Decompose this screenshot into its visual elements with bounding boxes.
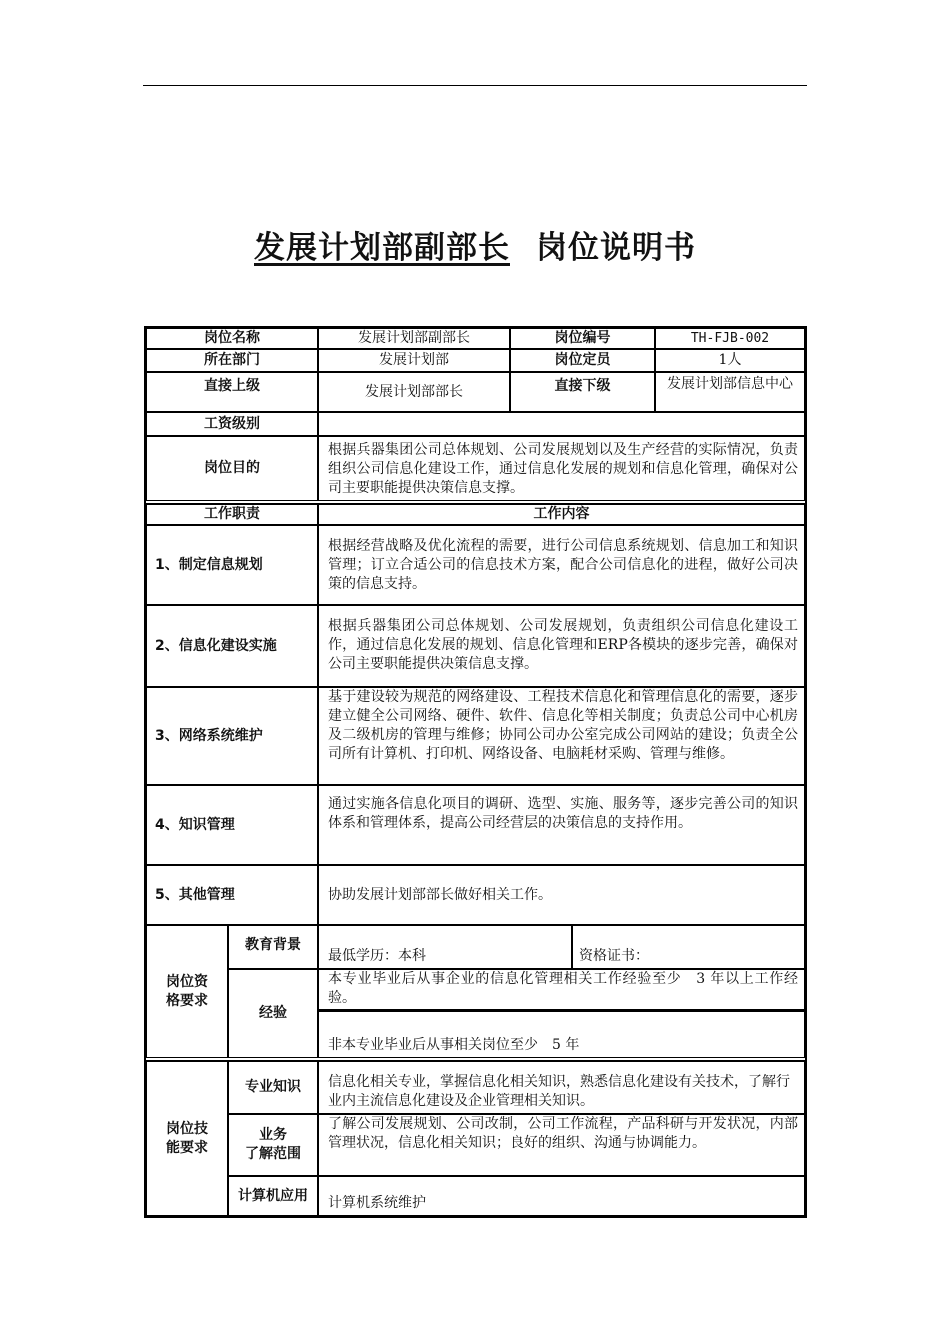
label-business-scope-line2: 了解范围 — [245, 1146, 301, 1162]
title-position-name: 发展计划部副部长 — [254, 230, 510, 266]
header-rule — [143, 85, 807, 86]
duty-title: 3、网络系统维护 — [146, 687, 318, 785]
duty-title: 5、其他管理 — [146, 865, 318, 925]
duty-title: 4、知识管理 — [146, 785, 318, 865]
label-position-purpose: 岗位目的 — [146, 436, 318, 501]
duty-content: 根据经营战略及优化流程的需要，进行公司信息系统规划、信息加工和知识管理；订立合适公司的信息技术方案，配合公司信息化的进程，做好公司决策的信息支持。 — [318, 525, 805, 605]
value-headcount: 1人 — [655, 349, 805, 372]
value-computer-application: 计算机系统维护 — [318, 1176, 805, 1216]
duty-content: 协助发展计划部部长做好相关工作。 — [318, 865, 805, 925]
value-department: 发展计划部 — [318, 349, 510, 372]
value-business-scope: 了解公司发展规划、公司改制，公司工作流程，产品科研与开发状况，内部管理状况，信息化相关知识；良好的组织、沟通与协调能力。 — [318, 1114, 805, 1176]
label-headcount: 岗位定员 — [510, 349, 655, 372]
page-title — [0, 222, 950, 267]
value-experience-non-major: 非本专业毕业后从事相关岗位至少 5 年 — [318, 1011, 805, 1058]
label-position-code: 岗位编号 — [510, 328, 655, 349]
label-experience: 经验 — [228, 969, 318, 1058]
title-doc-type: 岗位说明书 — [536, 230, 696, 266]
header-duties: 工作职责 — [146, 503, 318, 525]
value-position-name: 发展计划部副部长 — [318, 328, 510, 349]
value-direct-subordinate: 发展计划部信息中心 — [655, 372, 805, 412]
value-salary-grade — [318, 412, 805, 436]
label-direct-superior: 直接上级 — [146, 372, 318, 412]
label-position-name: 岗位名称 — [146, 328, 318, 349]
label-department: 所在部门 — [146, 349, 318, 372]
label-skill-requirements: 岗位技能要求 — [146, 1060, 228, 1216]
duty-title: 1、制定信息规划 — [146, 525, 318, 605]
value-position-code: TH-FJB-002 — [655, 328, 805, 349]
label-business-scope-line1: 业务 — [259, 1127, 287, 1143]
value-education: 最低学历：本科 — [318, 925, 572, 969]
label-business-scope — [228, 1114, 318, 1176]
label-professional-knowledge: 专业知识 — [228, 1060, 318, 1114]
label-salary-grade: 工资级别 — [146, 412, 318, 436]
job-description-table — [144, 326, 807, 1218]
duty-content: 根据兵器集团公司总体规划、公司发展规划，负责组织公司信息化建设工作，通过信息化发展的规划、信息化管理和ERP各模块的逐步完善，确保对公司主要职能提供决策信息支撑。 — [318, 605, 805, 687]
value-position-purpose: 根据兵器集团公司总体规划、公司发展规划以及生产经营的实际情况，负责组织公司信息化建设工作，通过信息化发展的规划和信息化管理，确保对公司主要职能提供决策信息支撑。 — [318, 436, 805, 501]
value-experience-major: 本专业毕业后从事企业的信息化管理相关工作经验至少 3 年以上工作经验。 — [318, 969, 805, 1011]
duty-title: 2、信息化建设实施 — [146, 605, 318, 687]
label-computer-application: 计算机应用 — [228, 1176, 318, 1216]
value-professional-knowledge: 信息化相关专业，掌握信息化相关知识，熟悉信息化建设有关技术，了解行业内主流信息化建设及企业管理相关知识。 — [318, 1060, 805, 1114]
value-certificate: 资格证书： — [572, 925, 805, 969]
duty-content: 基于建设较为规范的网络建设、工程技术信息化和管理信息化的需要，逐步建立健全公司网络、硬件、软件、信息化等相关制度；负责总公司中心机房及二级机房的管理与维修；协同公司办公室完成公司网站的建设；负责全公司所有计算机、打印机、网络设备、电脑耗材采购、管理与维修。 — [318, 687, 805, 785]
label-qualification-requirements: 岗位资格要求 — [146, 925, 228, 1058]
header-work-content: 工作内容 — [318, 503, 805, 525]
value-direct-superior: 发展计划部部长 — [318, 372, 510, 412]
label-direct-subordinate: 直接下级 — [510, 372, 655, 412]
label-education: 教育背景 — [228, 925, 318, 969]
duty-content: 通过实施各信息化项目的调研、选型、实施、服务等，逐步完善公司的知识体系和管理体系，提高公司经营层的决策信息的支持作用。 — [318, 785, 805, 865]
